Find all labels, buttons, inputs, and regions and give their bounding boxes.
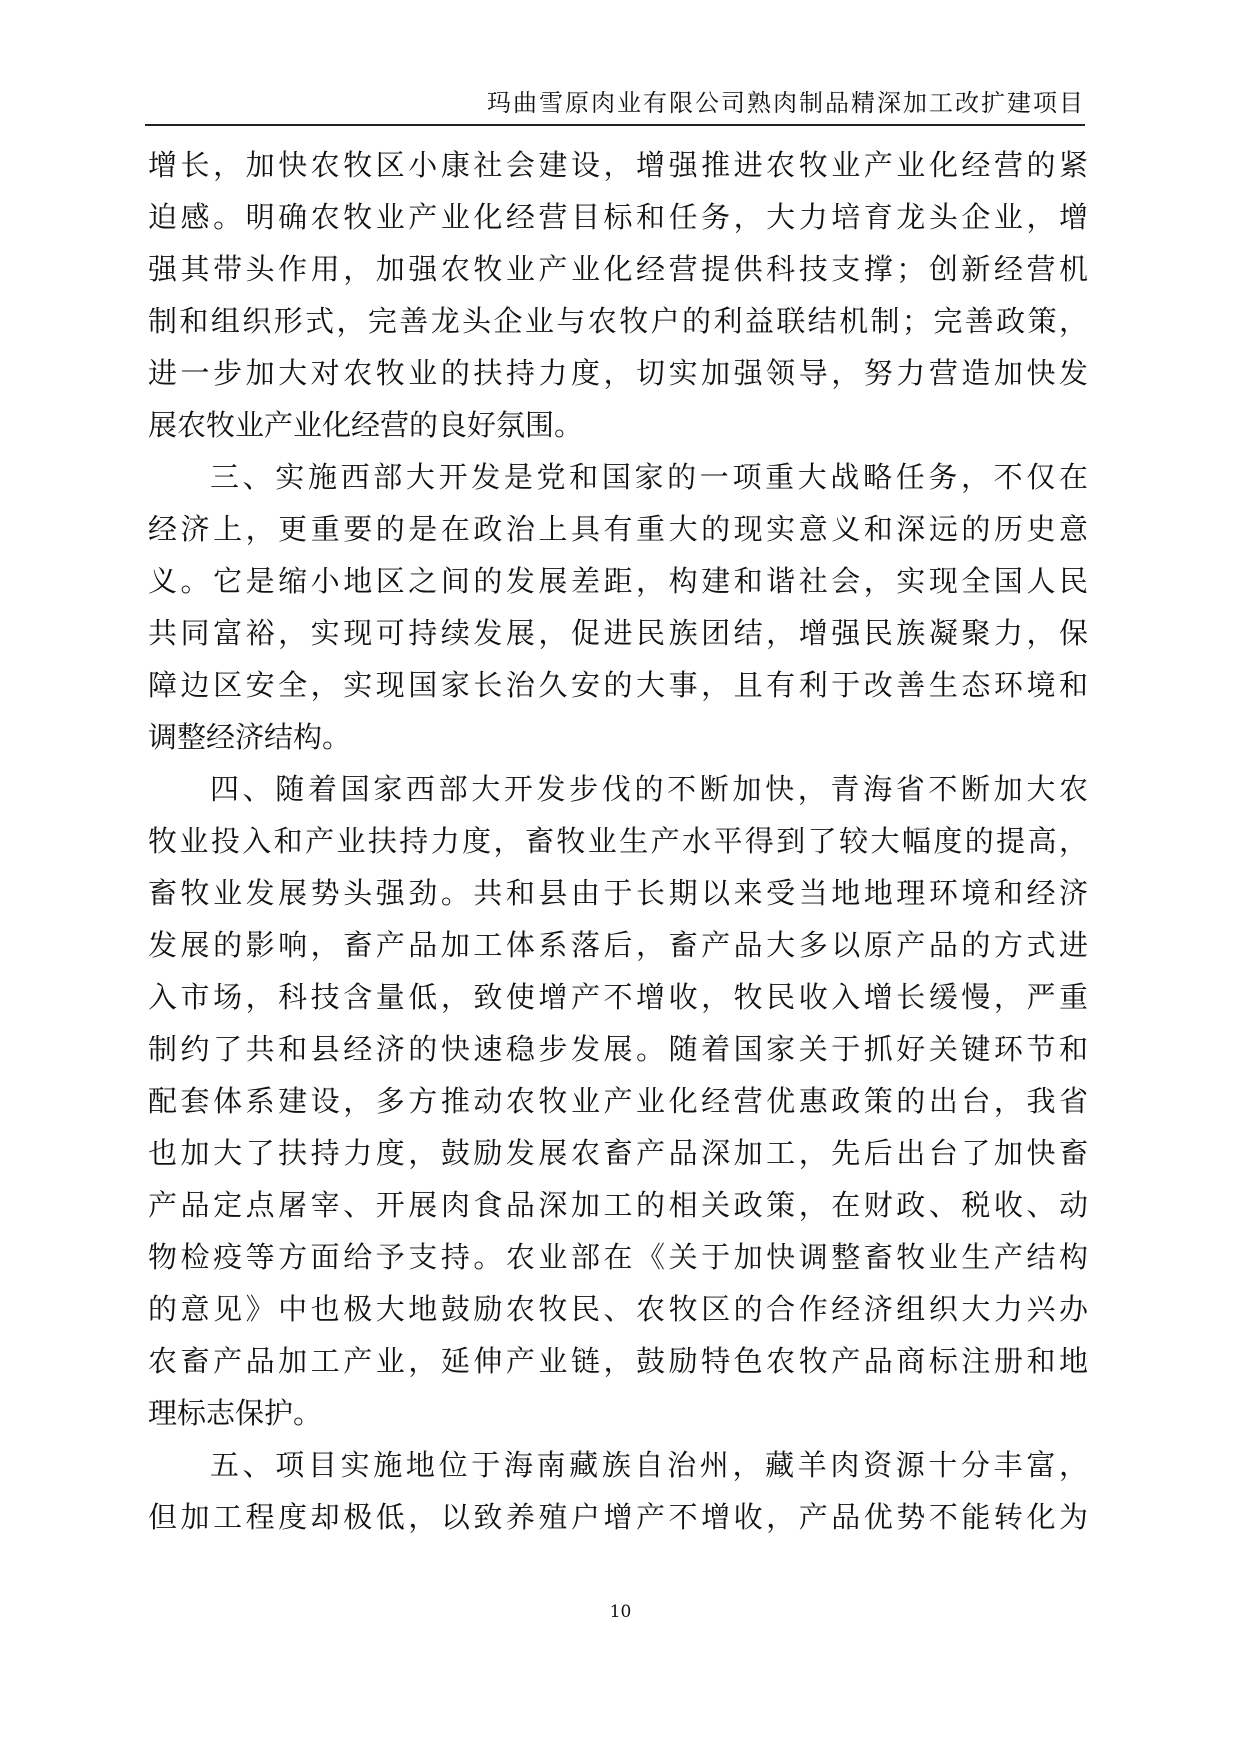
text-line: 义。它是缩小地区之间的发展差距，构建和谐社会，实现全国人民 bbox=[148, 564, 1088, 598]
text-line: 制约了共和县经济的快速稳步发展。随着国家关于抓好关键环节和 bbox=[148, 1032, 1088, 1066]
text-line: 增长，加快农牧区小康社会建设，增强推进农牧业产业化经营的紧 bbox=[148, 148, 1088, 182]
text-line: 五、项目实施地位于海南藏族自治州，藏羊肉资源十分丰富， bbox=[210, 1448, 1088, 1482]
text-line: 三、实施西部大开发是党和国家的一项重大战略任务，不仅在 bbox=[210, 460, 1088, 494]
text-line: 牧业投入和产业扶持力度，畜牧业生产水平得到了较大幅度的提高， bbox=[148, 824, 1088, 858]
text-line: 物检疫等方面给予支持。农业部在《关于加快调整畜牧业生产结构 bbox=[148, 1240, 1088, 1274]
text-line: 迫感。明确农牧业产业化经营目标和任务，大力培育龙头企业，增 bbox=[148, 200, 1088, 234]
document-body bbox=[148, 139, 1088, 1543]
text-line: 产品定点屠宰、开展肉食品深加工的相关政策，在财政、税收、动 bbox=[148, 1188, 1088, 1222]
document-title: 玛曲雪原肉业有限公司熟肉制品精深加工改扩建项目 bbox=[487, 89, 1085, 117]
text-line: 四、随着国家西部大开发步伐的不断加快，青海省不断加大农 bbox=[210, 772, 1088, 806]
text-line: 共同富裕，实现可持续发展，促进民族团结，增强民族凝聚力，保 bbox=[148, 616, 1088, 650]
text-line: 但加工程度却极低，以致养殖户增产不增收，产品优势不能转化为 bbox=[148, 1500, 1088, 1534]
text-line: 强其带头作用，加强农牧业产业化经营提供科技支撑；创新经营机 bbox=[148, 252, 1088, 286]
text-line: 展农牧业产业化经营的良好氛围。 bbox=[148, 408, 584, 442]
text-line: 障边区安全，实现国家长治久安的大事，且有利于改善生态环境和 bbox=[148, 668, 1088, 702]
text-line: 经济上，更重要的是在政治上具有重大的现实意义和深远的历史意 bbox=[148, 512, 1088, 546]
text-line: 的意见》中也极大地鼓励农牧民、农牧区的合作经济组织大力兴办 bbox=[148, 1292, 1088, 1326]
text-line: 也加大了扶持力度，鼓励发展农畜产品深加工，先后出台了加快畜 bbox=[148, 1136, 1088, 1170]
text-line: 畜牧业发展势头强劲。共和县由于长期以来受当地地理环境和经济 bbox=[148, 876, 1088, 910]
text-line: 进一步加大对农牧业的扶持力度，切实加强领导，努力营造加快发 bbox=[148, 356, 1088, 390]
page-header bbox=[145, 86, 1085, 126]
text-line: 配套体系建设，多方推动农牧业产业化经营优惠政策的出台，我省 bbox=[148, 1084, 1088, 1118]
text-line: 制和组织形式，完善龙头企业与农牧户的利益联结机制；完善政策， bbox=[148, 304, 1088, 338]
text-line: 农畜产品加工产业，延伸产业链，鼓励特色农牧产品商标注册和地 bbox=[148, 1344, 1088, 1378]
text-line: 入市场，科技含量低，致使增产不增收，牧民收入增长缓慢，严重 bbox=[148, 980, 1088, 1014]
page-number: 10 bbox=[609, 1602, 632, 1622]
text-line: 发展的影响，畜产品加工体系落后，畜产品大多以原产品的方式进 bbox=[148, 928, 1088, 962]
text-line: 理标志保护。 bbox=[148, 1396, 323, 1430]
text-line: 调整经济结构。 bbox=[148, 720, 352, 754]
